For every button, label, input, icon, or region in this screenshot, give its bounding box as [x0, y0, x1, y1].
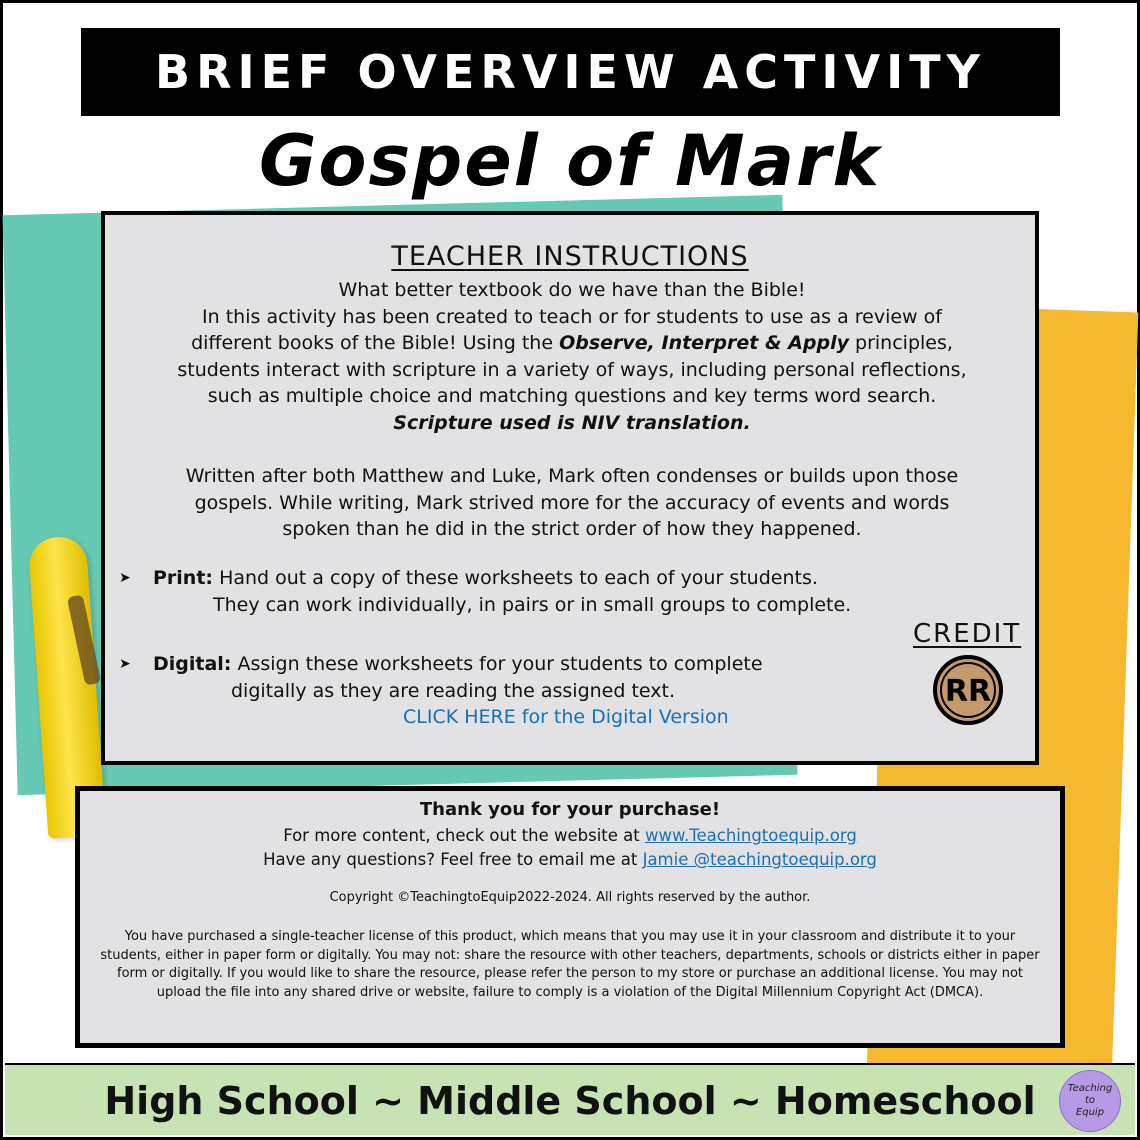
credit-label: CREDIT	[913, 619, 1022, 649]
audience-text: High School ~ Middle School ~ Homeschool	[104, 1079, 1036, 1123]
intro-paragraph	[125, 277, 1019, 436]
footer-bar	[5, 1063, 1135, 1135]
license-text: You have purchased a single-teacher license of this product, which means that you may use it in your classroom and distribute it to your students, either in paper form or digitally. You may not: share the resource with other teachers, departments, schools or districts either in paper form or digitally. If you would like to share the resource, please refer the person to my store or purchase an additional license. You may not upload the file into any shared drive or website, failure to comply is a violation of the Digital Millennium Copyright Act (DMCA).	[100, 929, 1040, 1000]
print-text-continued: They can work individually, in pairs or in small groups to complete.	[213, 593, 852, 616]
summary-line: spoken than he did in the strict order of how they happened.	[282, 518, 862, 540]
email-link[interactable]: Jamie @teachingtoequip.org	[642, 850, 877, 869]
header-banner	[81, 28, 1060, 116]
digital-version-link[interactable]: CLICK HERE for the Digital Version	[403, 706, 729, 728]
website-link[interactable]: www.Teachingtoequip.org	[645, 826, 857, 845]
digital-text: Assign these worksheets for your students to complete	[237, 653, 763, 675]
credit-logo-text: RR	[944, 674, 992, 709]
banner-text: BRIEF OVERVIEW ACTIVITY	[155, 45, 986, 99]
arrow-bullet-icon: ➤	[119, 570, 131, 586]
arrow-bullet-icon: ➤	[119, 656, 131, 672]
digital-text-continued: digitally as they are reading the assigned text.	[231, 679, 676, 702]
summary-line: Written after both Matthew and Luke, Mark often condenses or builds upon those	[185, 465, 959, 487]
intro-line: different books of the Bible! Using the Observe, Interpret & Apply principles,	[191, 332, 953, 354]
print-bullet	[119, 565, 851, 618]
credit-logo-icon	[933, 655, 1003, 725]
intro-line: What better textbook do we have than the Bible!	[338, 279, 806, 301]
instructions-heading: TEACHER INSTRUCTIONS	[391, 241, 749, 272]
intro-line: In this activity has been created to teach or for students to use as a review of	[202, 305, 942, 328]
summary-paragraph	[125, 463, 1019, 543]
teaching-to-equip-logo: Teaching to Equip	[1059, 1070, 1121, 1132]
print-label: Print:	[153, 567, 214, 589]
digital-bullet	[119, 651, 763, 731]
summary-line: gospels. While writing, Mark strived more for the accuracy of events and words	[194, 491, 950, 514]
teacher-instructions-panel	[101, 211, 1039, 765]
scripture-note: Scripture used is NIV translation.	[393, 411, 751, 434]
digital-label: Digital:	[153, 653, 232, 675]
copyright-text: Copyright ©TeachingtoEquip2022-2024. All rights reserved by the author.	[329, 890, 811, 905]
website-line: For more content, check out the website at www.Teachingtoequip.org	[283, 826, 857, 845]
thanks-heading: Thank you for your purchase!	[419, 799, 721, 820]
intro-line: students interact with scripture in a variety of ways, including personal reflections,	[177, 358, 967, 381]
email-line: Have any questions? Feel free to email me at Jamie @teachingtoequip.org	[263, 850, 877, 869]
print-text: Hand out a copy of these worksheets to each of your students.	[219, 567, 818, 589]
intro-line: such as multiple choice and matching questions and key terms word search.	[207, 385, 937, 407]
page-title: Gospel of Mark	[258, 120, 882, 202]
purchase-panel	[75, 786, 1065, 1048]
